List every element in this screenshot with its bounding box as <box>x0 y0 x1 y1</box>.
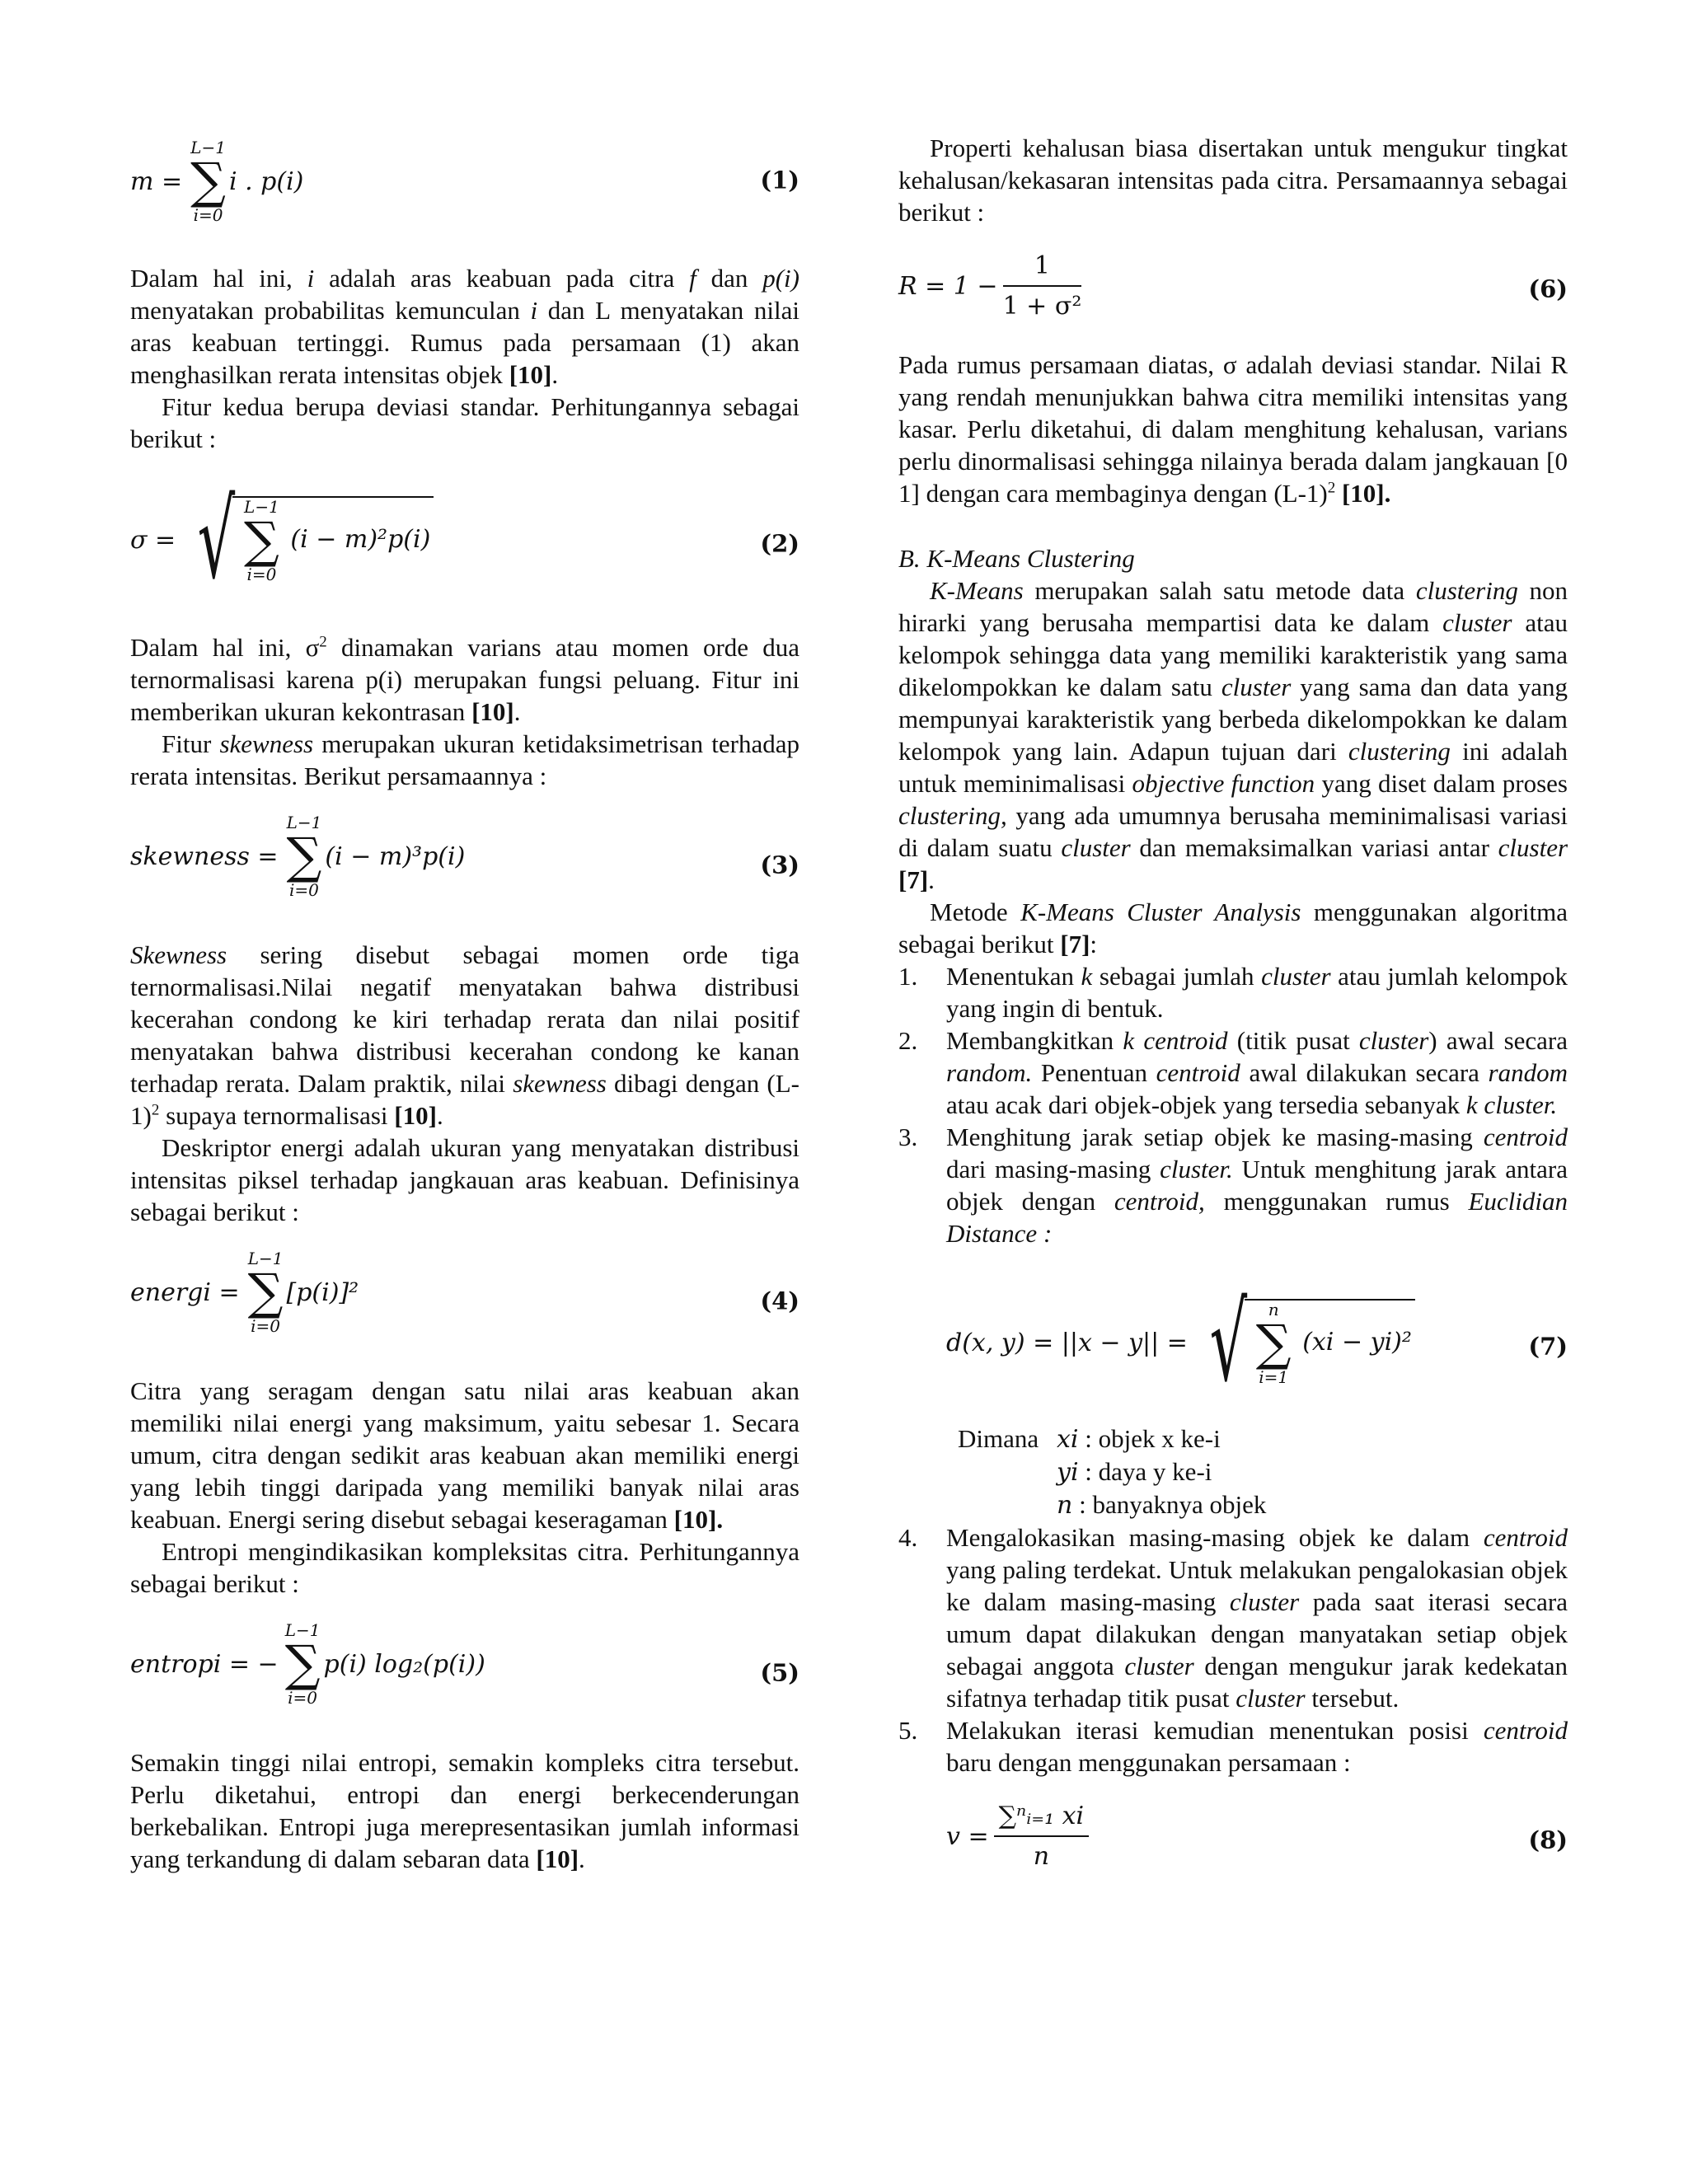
citation: [10]. <box>673 1505 724 1534</box>
sum-upper-limit: L−1 <box>286 813 322 832</box>
radical-sign: √ <box>1209 1280 1248 1405</box>
variable: yi <box>1057 1458 1079 1487</box>
sum-lower-limit: i=1 <box>1259 1367 1289 1387</box>
text: dan L menyatakan nilai aras keabuan tertinggi. Rumus pada persamaan (1) akan menghasilkan rerata intensitas objek <box>130 296 800 389</box>
text: . <box>928 865 935 894</box>
text: atau jumlah kelompok yang ingin di bentuk. <box>946 962 1568 1023</box>
paragraph <box>130 262 799 391</box>
definition-text: : banyaknya objek <box>1072 1490 1267 1519</box>
equation-number: (2) <box>760 529 799 558</box>
text: dinamakan varians atau momen orde dua ternormalisasi karena p(i) merupakan fungsi peluang. Fitur ini memberikan ukuran kekontrasan <box>130 633 799 726</box>
text: pada saat iterasi secara umum dapat dilakukan dengan manyatakan setiap objek sebagai anggota <box>946 1587 1568 1680</box>
sum-upper-limit: L−1 <box>190 138 226 157</box>
variable: n <box>1057 1491 1073 1520</box>
text: Fitur <box>162 729 220 758</box>
text: Untuk menghitung jarak antara objek dengan <box>946 1155 1568 1216</box>
equation-4 <box>130 1240 799 1363</box>
text-italic: k cluster. <box>1465 1090 1558 1119</box>
text-italic: cluster. <box>1160 1155 1233 1183</box>
text: . <box>579 1844 585 1873</box>
text-italic: k <box>1081 962 1093 991</box>
text-italic: random. <box>946 1058 1033 1087</box>
paragraph <box>898 896 1568 960</box>
eq1-lhs: m = <box>130 166 183 196</box>
text: Mengalokasikan masing-masing objek ke dalam <box>946 1523 1484 1552</box>
equation-7 <box>898 1274 1568 1419</box>
sum-symbol: L−1 ∑ i=0 <box>190 138 226 225</box>
citation: [10]. <box>1341 479 1391 508</box>
paragraph <box>898 349 1568 509</box>
eq3-body: (i − m)³p(i) <box>325 841 466 871</box>
text: menggunakan algoritma sebagai berikut <box>898 898 1568 958</box>
text: dan <box>696 264 763 293</box>
list-item <box>898 1521 1568 1714</box>
text-italic: k centroid <box>1123 1026 1228 1055</box>
equation-number: (3) <box>760 851 799 879</box>
equation-number: (6) <box>1528 274 1568 303</box>
eq7-lhs: d(x, y) = ||x − y|| = <box>946 1328 1188 1357</box>
eq1-body: i . p(i) <box>228 166 304 196</box>
text-italic: K-Means Cluster Analysis <box>1020 898 1301 926</box>
eq5-body: p(i) log₂(p(i)) <box>323 1649 485 1679</box>
text: non hirarki yang berusaha mempartisi data ke dalam <box>898 576 1568 637</box>
sum-symbol: L−1 ∑ i=0 <box>244 497 279 584</box>
text: yang ada umumnya berusaha meminimalisasi variasi di dalam suatu <box>898 801 1568 862</box>
sum-upper-limit: L−1 <box>244 497 279 517</box>
text-italic: skewness <box>513 1069 607 1098</box>
text-italic: K-Means <box>930 576 1024 605</box>
superscript: 2 <box>319 633 327 651</box>
definition-text: : objek x ke-i <box>1078 1424 1221 1453</box>
sqrt-body <box>1245 1299 1415 1386</box>
text-italic: cluster <box>1061 833 1131 862</box>
text: baru dengan menggunakan persamaan : <box>946 1748 1351 1777</box>
equation-number: (1) <box>760 166 799 194</box>
text: merupakan ukuran ketidaksimetrisan terhadap rerata intensitas. Berikut persamaannya : <box>130 729 799 790</box>
text: awal dilakukan secara <box>1240 1058 1489 1087</box>
eq3-lhs: skewness = <box>130 841 279 871</box>
sum-lower-limit: i=0 <box>193 205 223 225</box>
paragraph <box>130 631 799 728</box>
text-italic: cluster <box>1221 673 1292 701</box>
text: adalah aras keabuan pada citra <box>314 264 690 293</box>
eq6-lhs: R = 1 − <box>898 271 998 301</box>
text-italic: centroid <box>1156 1058 1240 1087</box>
text-italic: Euclidian Distance : <box>946 1187 1568 1248</box>
text: menyatakan probabilitas kemunculan <box>130 296 531 325</box>
text: sebagai jumlah <box>1092 962 1262 991</box>
text-italic: cluster <box>1498 833 1568 862</box>
text-italic: i <box>307 264 315 293</box>
sum-upper-limit: L−1 <box>284 1620 321 1640</box>
text-italic: centroid, <box>1114 1187 1205 1216</box>
eq4-lhs: energi = <box>130 1277 240 1307</box>
text: Menentukan <box>946 962 1081 991</box>
paragraph: Entropi mengindikasikan kompleksitas citra. Perhitungannya sebagai berikut : <box>130 1537 799 1598</box>
left-column <box>130 132 799 1875</box>
right-column <box>898 132 1568 1886</box>
radical-sign: √ <box>197 477 236 602</box>
citation: [10] <box>509 360 552 389</box>
text: . <box>513 697 521 726</box>
eq2-lhs: σ = <box>130 525 176 555</box>
text: . <box>436 1101 443 1130</box>
section-heading: B. K-Means Clustering <box>898 544 1135 573</box>
fraction-numerator: ∑ⁿᵢ₌₁ xi <box>994 1800 1090 1837</box>
citation: [7] <box>1060 930 1090 958</box>
variable-definitions <box>898 1422 1568 1521</box>
equation-number: (5) <box>760 1658 799 1687</box>
equation-number: (7) <box>1528 1332 1568 1361</box>
sum-symbol: L−1 ∑ i=0 <box>247 1249 284 1336</box>
fraction <box>1003 250 1082 322</box>
text-italic: p(i) <box>762 264 799 293</box>
citation: [10] <box>471 697 514 726</box>
text-italic: cluster <box>1124 1652 1194 1680</box>
text-italic: clustering, <box>898 801 1007 830</box>
list-number: 2. <box>898 1026 918 1055</box>
sum-symbol: L−1 ∑ i=0 <box>286 813 322 900</box>
fraction-denominator: 1 + σ² <box>1002 292 1082 321</box>
sum-symbol: L−1 ∑ i=0 <box>284 1620 321 1708</box>
citation: [10] <box>536 1844 579 1873</box>
text: tersebut. <box>1305 1684 1400 1713</box>
text: menggunakan rumus <box>1204 1187 1469 1216</box>
algorithm-list <box>898 960 1568 1249</box>
text: Dalam hal ini, <box>130 264 307 293</box>
list-number: 1. <box>898 962 918 991</box>
text-italic: centroid <box>1483 1716 1568 1745</box>
definition-label: Dimana <box>958 1424 1039 1453</box>
text: (titik pusat <box>1227 1026 1359 1055</box>
text: dengan mengukur jarak kedekatan sifatnya terhadap titik pusat <box>946 1652 1568 1713</box>
text-italic: Skewness <box>130 940 227 969</box>
text-italic: cluster <box>1236 1684 1306 1713</box>
definition-text: : daya y ke-i <box>1078 1457 1212 1486</box>
sum-upper-limit: L−1 <box>247 1249 284 1268</box>
text: atau kelompok sehingga data yang memiliki karakteristik yang sama dikelompokkan ke dalam satu <box>898 608 1568 701</box>
eq4-body: [p(i)]² <box>286 1277 359 1307</box>
text-italic: cluster <box>1261 962 1331 991</box>
text-italic: cluster <box>1442 608 1512 637</box>
text: . <box>551 360 559 389</box>
paragraph <box>130 1746 799 1875</box>
superscript: 2 <box>1327 479 1336 497</box>
list-item <box>898 1714 1568 1779</box>
sum-lower-limit: i=0 <box>288 1688 318 1708</box>
text: Citra yang seragam dengan satu nilai aras keabuan akan memiliki nilai energi yang maksimum, yaitu sebesar 1. Secara umum, citra dengan sedikit aras keabuan akan memiliki energi yang lebih tinggi daripada yang memiliki banyak nilai aras keabuan. Energi sering disebut sebagai keseragaman <box>130 1376 799 1534</box>
text: dari masing-masing <box>946 1155 1160 1183</box>
list-item <box>898 960 1568 1024</box>
algorithm-list-continued <box>898 1521 1568 1779</box>
fraction-numerator: 1 <box>1003 250 1082 287</box>
sum-lower-limit: i=0 <box>289 880 319 900</box>
variable: xi <box>1057 1425 1079 1454</box>
equation-number: (4) <box>760 1286 799 1315</box>
text: Membangkitkan <box>946 1026 1123 1055</box>
equation-8 <box>898 1795 1568 1886</box>
text-italic: clustering <box>1348 737 1451 766</box>
text: ini adalah untuk meminimalisasi <box>898 737 1568 798</box>
definition-row <box>898 1422 1568 1455</box>
citation: [10] <box>394 1101 437 1130</box>
paragraph: Fitur kedua berupa deviasi standar. Perhitungannya sebagai berikut : <box>130 392 799 453</box>
eq5-lhs: entropi = − <box>130 1649 279 1679</box>
text-italic: random <box>1488 1058 1568 1087</box>
text-italic: skewness <box>219 729 314 758</box>
superscript: 2 <box>151 1101 160 1119</box>
text-italic: i <box>530 296 538 325</box>
paragraph <box>130 1375 799 1535</box>
sum-symbol: n ∑ i=1 <box>1255 1300 1292 1387</box>
definition-row <box>898 1455 1568 1488</box>
text: Pada rumus persamaan diatas, σ adalah deviasi standar. Nilai R yang rendah menunjukkan bahwa citra memiliki intensitas yang kasar. Perlu diketahui, di dalam menghitung kehalusan, varians perlu dinormalisasi sehingga nilainya berada dalam jangkauan [0 1] dengan cara membaginya dengan (L-1) <box>898 350 1568 508</box>
text: dibagi dengan (L-1) <box>130 1069 799 1130</box>
paragraph <box>130 728 799 792</box>
text-italic: objective function <box>1132 769 1315 798</box>
text: Semakin tinggi nilai entropi, semakin kompleks citra tersebut. Perlu diketahui, entropi dan energi berkecenderungan berkebalikan. Entropi juga merepresentasikan jumlah informasi yang terkandung di dalam sebaran data <box>130 1748 799 1873</box>
definition-row <box>898 1488 1568 1521</box>
eq2-body: (i − m)²p(i) <box>290 525 431 554</box>
list-item <box>898 1024 1568 1121</box>
eq7-body: (xi − yi)² <box>1302 1328 1412 1357</box>
paragraph <box>898 574 1568 896</box>
list-number: 3. <box>898 1122 918 1151</box>
sum-lower-limit: i=0 <box>246 565 277 584</box>
text: Dalam hal ini, σ <box>130 633 320 662</box>
text-italic: f <box>689 264 696 293</box>
text: Penentuan <box>1032 1058 1156 1087</box>
fraction <box>994 1800 1090 1872</box>
list-number: 4. <box>898 1523 918 1552</box>
equation-number: (8) <box>1528 1825 1568 1854</box>
fraction-denominator: n <box>1033 1842 1050 1871</box>
sqrt-body <box>232 496 434 583</box>
text: : <box>1090 930 1098 958</box>
text: atau acak dari objek-objek yang tersedia sebanyak <box>946 1090 1466 1119</box>
text: ) awal secara <box>1428 1026 1568 1055</box>
equation-2 <box>130 471 799 616</box>
text: yang diset dalam proses <box>1315 769 1568 798</box>
paragraph <box>130 939 799 1132</box>
equation-3 <box>130 804 799 927</box>
text: sering disebut sebagai momen orde tiga ternormalisasi.Nilai negatif menyatakan bahwa distribusi kecerahan condong ke kiri terhadap rerata dan nilai positif menyatakan bahwa distribusi kecerahan condong ke kanan terhadap rerata. Dalam praktik, nilai <box>130 940 799 1098</box>
sum-upper-limit: n <box>1268 1300 1279 1319</box>
text: Metode <box>930 898 1021 926</box>
paragraph: Deskriptor energi adalah ukuran yang menyatakan distribusi intensitas piksel terhadap jangkauan aras keabuan. Definisinya sebagai berikut : <box>130 1133 799 1226</box>
equation-5 <box>130 1611 799 1735</box>
eq8-lhs: v = <box>946 1821 989 1851</box>
list-item <box>898 1121 1568 1249</box>
text: dan memaksimalkan variasi antar <box>1130 833 1498 862</box>
text: yang sama dan data yang mempunyai karakteristik yang berbeda dikelompokkan ke dalam kelompok yang lain. Adapun tujuan dari <box>898 673 1568 766</box>
text: Menghitung jarak setiap objek ke masing-masing <box>946 1122 1484 1151</box>
text: supaya ternormalisasi <box>159 1101 395 1130</box>
list-number: 5. <box>898 1716 918 1745</box>
sum-lower-limit: i=0 <box>251 1316 281 1336</box>
text-italic: centroid <box>1483 1523 1568 1552</box>
text-italic: cluster <box>1358 1026 1429 1055</box>
text: merupakan salah satu metode data <box>1023 576 1416 605</box>
paragraph: Properti kehalusan biasa disertakan untuk mengukur tingkat kehalusan/kekasaran intensitas pada citra. Persamaannya sebagai berikut : <box>898 134 1568 227</box>
text: Melakukan iterasi kemudian menentukan posisi <box>946 1716 1484 1745</box>
text-italic: centroid <box>1483 1122 1568 1151</box>
text-italic: cluster <box>1229 1587 1300 1616</box>
equation-6 <box>898 238 1568 340</box>
citation: [7] <box>898 865 929 894</box>
text-italic: clustering <box>1415 576 1518 605</box>
equation-1 <box>130 132 799 229</box>
text: yang paling terdekat. Untuk melakukan pengalokasian objek ke dalam masing-masing <box>946 1555 1568 1616</box>
